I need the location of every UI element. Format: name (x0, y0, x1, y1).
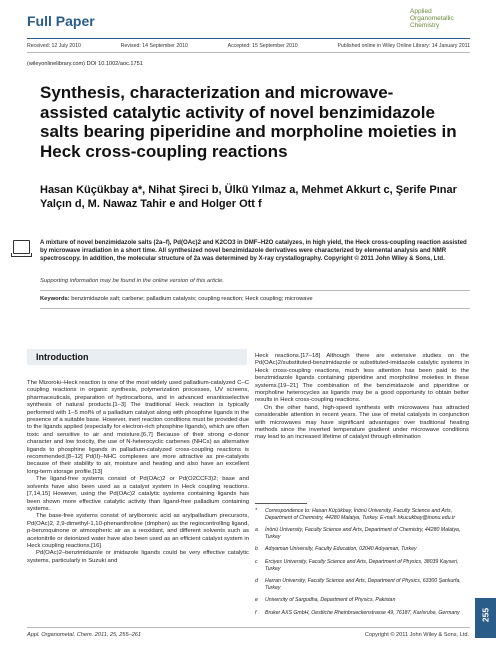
paragraph: Heck reactions.[17–18] Although there are extensive studies on the Pd(OAc)2/substituted-benzimidazole or substituted-imidazole catalytic systems in Heck cross-coupling reactions, much less attention has been paid to the benzimidazole ligands containing piperidine and morpholine moieties in these systems.[19–21] The combination of the benzimidazole and piperidine or morpholine heterocycles as ligands may be a good opportunity to obtain better results in Heck cross-coupling reactions. (255, 353, 469, 404)
doi-link[interactable]: (wileyonlinelibrary.com) DOI 10.1002/aoc.1751 (27, 61, 143, 67)
laptop-icon (13, 240, 30, 254)
body-column-left (27, 380, 249, 565)
article-dates (27, 43, 470, 49)
affiliation-item: c Erciyes University, Faculty Science and Arts, Department of Physics, 38039 Kayseri, Turkey (255, 558, 459, 572)
affiliation-item: d Harran University, Faculty Science and Arts, Department of Physics, 63300 Şanlıurfa, Turkey (255, 578, 461, 591)
revised-date: Revised: 14 September 2010 (120, 43, 188, 49)
keywords (40, 296, 468, 302)
section-label: Full Paper (27, 13, 95, 29)
supporting-info: Supporting information may be found in the online version of this article. (40, 278, 224, 284)
received-date: Received: 12 July 2010 (27, 43, 81, 49)
journal-logo: Applied Organometallic Chemistry (410, 8, 454, 29)
journal-citation: Appl. Organometal. Chem. 2011, 25, 255–261 (27, 632, 142, 638)
published-date: Published online in Wiley Online Library: 14 January 2011 (337, 43, 470, 49)
affiliation-item: f Bruker AXS GmbH, Oestliche Rheinbrueckenstrasse 49, 76187, Karlsruhe, Germany (255, 609, 460, 616)
affiliation-rule (255, 503, 307, 504)
paragraph: The base-free systems consist of arylboronic acid as arylpalladium precursors, Pd(OAc)2, 2,9-dimethyl-1,10-phenanthroline (dmphen) as the regiocontrolling ligand, p-benzoquinone or atmospheric air as a reoxidant, and different solvents such as acetonitrile or deionized water have also been used as an efficient catalyst system in Heck coupling reactions.[16] (27, 513, 249, 549)
body-column-right (255, 353, 469, 442)
author-list: Hasan Küçükbay a*, Nihat Şireci b, Ülkü Yılmaz a, Mehmet Akkurt c, Şerife Pınar Yalçın d, M. Nawaz Tahir e and Holger Ott f (40, 184, 457, 210)
article-title: Synthesis, characterization and microwave-assisted catalytic activity of novel benzimidazole salts bearing piperidine and morpholine moieties in Heck cross-coupling reactions (40, 83, 457, 161)
affiliation-item: * Correspondence to: Hasan Küçükbay, İnönü University, Faculty Science and Arts, Department of Chemistry, 44280 Malatya, Turkey. E-mail: hkucukbay@inonu.edu.tr (255, 508, 456, 521)
affiliation-item: a İnönü University, Faculty Science and Arts, Department of Chemistry, 44280 Malatya, Turkey (255, 527, 461, 540)
paragraph: The ligand-free systems consist of Pd(OAc)2 or Pd(O2CCF3)2; base and solvents have also been used as a catalyst system in Heck coupling reactions.[7,14,15] However, using the Pd(OAc)2 catalytic systems containing ligands has been shown more effective catalytic activity than ligand-free palladium containing systems. (27, 476, 249, 512)
affiliation-item: b Adıyaman University, Faculty Education, 02040 Adıyaman, Turkey (255, 546, 417, 553)
copyright-notice: Copyright © 2011 John Wiley & Sons, Ltd. (364, 632, 469, 638)
affiliations (255, 508, 469, 623)
footer-rule (27, 627, 470, 628)
paragraph: Pd(OAc)2–benzimidazole or imidazole ligands could be very effective catalytic systems, particularly in Suzuki and (27, 550, 249, 564)
keywords-list: benzimidazole salt; carbene; palladium catalysis; coupling reaction; Heck coupling; microwave (71, 296, 313, 302)
paragraph: On the other hand, high-speed synthesis with microwaves has attracted considerable attention in recent years. The use of metal catalysts in conjunction with microwaves may have significant advantages over traditional heating methods since the inverted temperature gradient under microwave conditions may lead to an increased lifetime of catalyst through elimination (255, 404, 469, 441)
intro-heading: Introduction (36, 352, 89, 362)
affiliation-item: e University of Sargodha, Department of Physics, Pakistan (255, 597, 396, 604)
accepted-date: Accepted: 15 September 2010 (227, 43, 298, 49)
abstract: A mixture of novel benzimidazole salts (2a–f), Pd(OAc)2 and K2CO3 in DMF–H2O catalyzes, in high yield, the Heck cross-coupling reaction assisted by microwave irradiation in a short time. All synthesized novel benzimidazole derivatives were characterized by elemental analysis and NMR spectroscopy. In addition, the molecular structure of 2a was determined by X-ray crystallography. Copyright © 2011 John Wiley & Sons, Ltd. (40, 239, 467, 262)
header-rule (27, 38, 470, 39)
dates-rule (27, 52, 470, 53)
keywords-label: Keywords: (40, 296, 70, 302)
paragraph: The Mizoroki–Heck reaction is one of the most widely used palladium-catalyzed C–C coupling reactions in organic synthesis, polymerization processes, UV screens, pharmaceuticals, preparation of hydrocarbons, and in advanced enantioselective synthesis of natural products.[1–3] The traditional Heck reaction is typically performed with 1–5 mol% of a palladium catalyst along with phosphine ligands in the presence of a suitable base. However, inert reaction conditions must be provided due to the ligands applied (especially for electron-rich phosphine ligands), which are often toxic and sensitive to air and moisture.[6,7] Because of their strong σ-donor character and low toxicity, the use of N-heterocyclic carbenes (NHCs) as alternative ligands to phosphine ligands in palladium-catalyzed cross-coupling reactions is recommended.[8–12] Pd(II)–NHC complexes are more attractive as pre-catalysts because of their stability to air, moisture and heating and also have an excellent long-term storage profile.[13] (27, 380, 250, 475)
abstract-rule (40, 290, 470, 291)
keywords-rule (40, 308, 470, 309)
page-number: 255 (480, 607, 491, 623)
